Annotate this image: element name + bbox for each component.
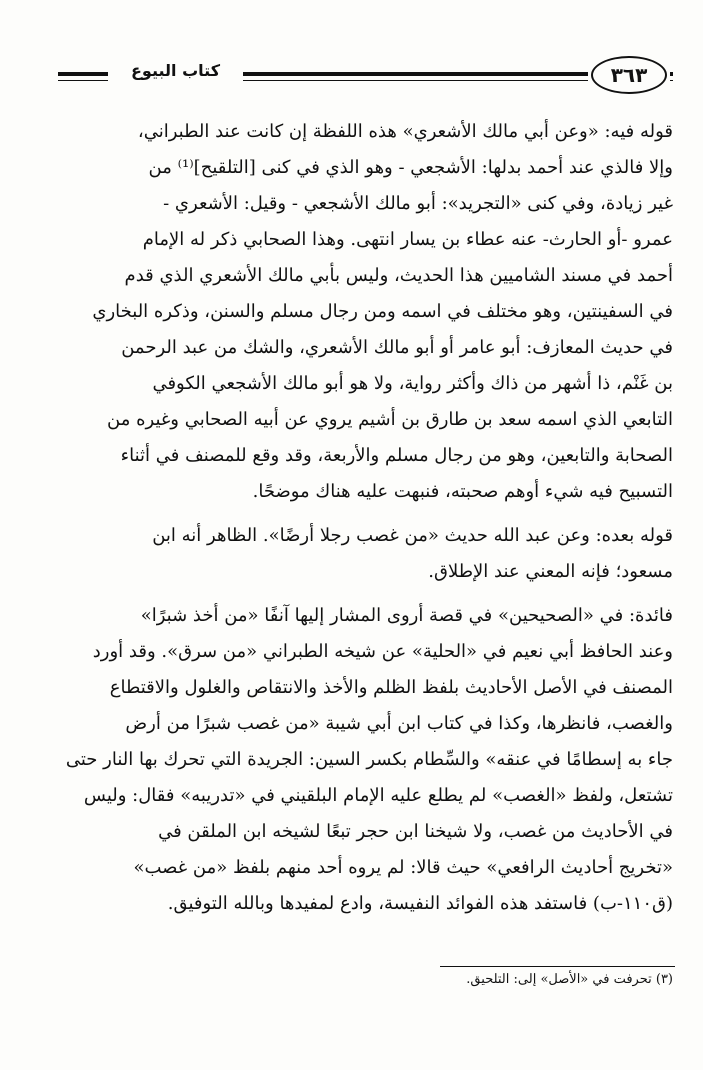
text-line: والغصب، فانظرها، وكذا في كتاب ابن أبي شيبة «من غصب شبرًا من أرض — [125, 713, 673, 734]
text-line: في السفينتين، وهو مختلف في اسمه ومن رجال مسلم والسنن، وذكره البخاري — [92, 301, 673, 322]
text-line: عمرو -أو الحارث- عنه عطاء بن يسار انتهى. وهذا الصحابي ذكر له الإمام — [142, 229, 673, 250]
page-header — [58, 56, 673, 102]
text-line: التابعي الذي اسمه سعد بن طارق بن أشيم يروي عن أبيه الصحابي وغيره من — [107, 409, 673, 430]
footnote: (٣) تحرفت في «الأصل» إلى: التلحيق. — [466, 972, 673, 987]
text-line: قوله بعده: وعن عبد الله حديث «من غصب رجلا أرضًا». الظاهر أنه ابن — [152, 525, 673, 546]
text-line: مسعود؛ فإنه المعني عند الإطلاق. — [428, 561, 673, 582]
paragraph-gap — [34, 510, 673, 518]
text-line: قوله فيه: «وعن أبي مالك الأشعري» هذه اللفظة إن كانت عند الطبراني، — [137, 121, 673, 142]
header-rule-left — [58, 72, 108, 81]
text-line: وعند الحافظ أبي نعيم في «الحلية» عن شيخه الطبراني «من سرق». وقد أورد — [92, 641, 673, 662]
header-rule-right — [670, 72, 673, 81]
text-line: التسبيح فيه شيء أوهم صحبته، فنبهت عليه هناك موضحًا. — [252, 481, 673, 502]
text-line: (ق١١٠-ب) فاستفد هذه الفوائد النفيسة، وادع لمفيدها وبالله التوفيق. — [167, 893, 673, 914]
text-line: وإلا فالذي عند أحمد بدلها: الأشجعي - وهو الذي في كنى [التلقيح]⁽¹⁾ من — [148, 157, 673, 178]
text-line: بن غَنْم، ذا أشهر من ذاك وأكثر رواية، ولا هو أبو مالك الأشجعي الكوفي — [152, 373, 673, 394]
header-rule-middle — [243, 72, 588, 81]
text-line: في الأحاديث من غصب، ولا شيخنا ابن حجر تبعًا لشيخه ابن الملقن في — [158, 821, 673, 842]
book-title: كتاب البيوع — [130, 61, 220, 80]
text-line: المصنف في الأصل الأحاديث بلفظ الظلم والأخذ والانتقاص والغلول والاقتطاع — [109, 677, 673, 698]
text-line: «تخريج أحاديث الرافعي» حيث قالا: لم يروه أحد منهم بلفظ «من غصب» — [133, 857, 673, 878]
text-line: أحمد في مسند الشاميين هذا الحديث، وليس بأبي مالك الأشعري الذي قدم — [124, 265, 673, 286]
paragraph-gap — [34, 590, 673, 598]
text-line: الصحابة والتابعين، وهو من رجال مسلم والأربعة، وقد وقع للمصنف في أثناء — [120, 445, 673, 466]
text-line: غير زيادة، وفي كنى «التجريد»: أبو مالك الأشجعي - وقيل: الأشعري - — [163, 193, 673, 214]
text-line: فائدة: في «الصحيحين» في قصة أروى المشار إليها آنفًا «من أخذ شبرًا» — [140, 605, 673, 626]
text-line: جاء به إسطامًا في عنقه» والسِّطام بكسر السين: الجريدة التي تحرك بها النار حتى — [65, 749, 673, 770]
footnote-separator — [440, 966, 675, 967]
body-text — [34, 114, 673, 922]
text-line: تشتعل، ولفظ «الغصب» لم يطلع عليه الإمام البلقيني في «تدريبه» فقال: وليس — [83, 785, 673, 806]
page-number: ٣٦٣ — [591, 56, 667, 94]
text-line: في حديث المعازف: أبو عامر أو أبو مالك الأشعري، والشك من عبد الرحمن — [121, 337, 673, 358]
